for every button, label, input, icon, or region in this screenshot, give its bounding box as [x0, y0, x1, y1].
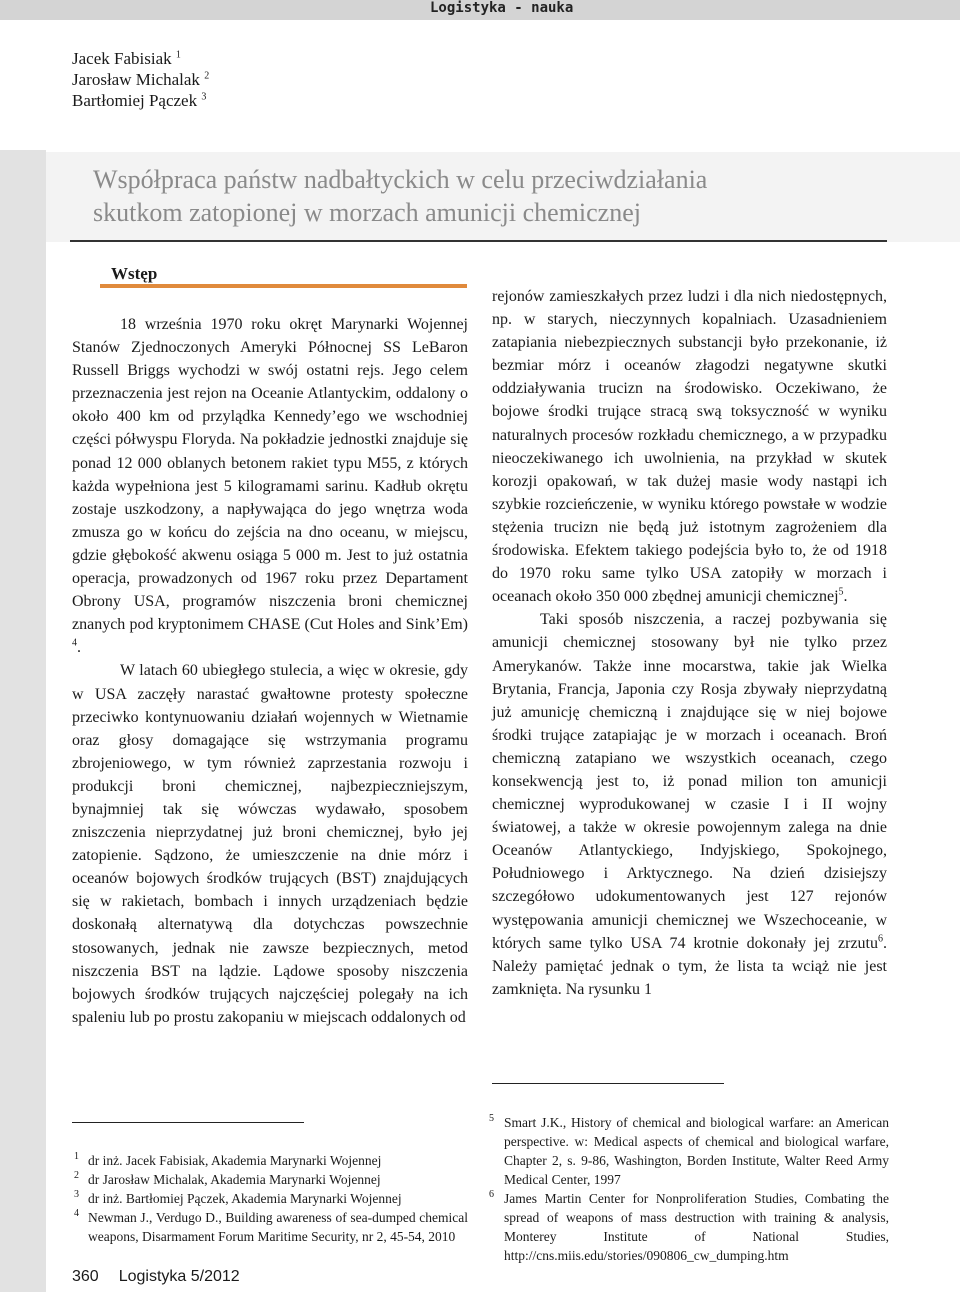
footnote: 5 Smart J.K., History of chemical and biological warfare: an American perspective. w: Medical aspects of chemical and biological warfare, Chapter 2, s. 9-86, Washington, Borden Institute, Walter Reed Army Medical Center, 1997 — [489, 1113, 889, 1187]
left-margin-stripe — [0, 150, 46, 1292]
right-column — [492, 285, 887, 1001]
footnotes-left — [72, 1151, 468, 1246]
body-paragraph: 18 września 1970 roku okręt Marynarki Wojennej Stanów Zjednoczonych Ameryki Północnej SS LeBaron Russell Briggs wychodzi w swój ostatni rejs. Jego celem przeznaczenia jest rejon na Oceanie Atlantyckim, oddalony o około 400 km od przylądka Kennedy’ego we wschodniej części półwyspu Floryda. Na pokładzie jednostki znajduje się ponad 12 000 oblanych betonem rakiet typu M55, z których każda wypełniona jest 5 kilogramami sarinu. Kadłub okrętu zostaje uszkodzony, a napływająca do jego wnętrza woda zmusza go w końcu do zejścia na dno oceanu, w miejscu, gdzie głębokość akwenu osiąga 5 000 m. Jest to już ostatnia operacja, prowadzonych od 1967 roku przez Departament Obrony USA, programów niszczenia broni chemicznej znanych pod kryptonimem CHASE (Cut Holes and Sink’Em) $^4$. — [72, 316, 468, 657]
journal-section-label: Logistyka - nauka — [430, 0, 574, 16]
running-header — [0, 0, 960, 20]
author-line: Bartłomiej Pączek $^3$ — [72, 91, 207, 110]
footnote: 1 dr inż. Jacek Fabisiak, Akademia Marynarki Wojennej — [74, 1151, 382, 1168]
body-paragraph: rejonów zamieszkałych przez ludzi i dla nich niedostępnych, np. w starych, nieczynnych kopalniach. Uzasadnieniem zatapiania niebezpiecznych substancji było przekonanie, iż bezmiar mórz i oceanów złagodzi negatywne skutki oddziaływania trucizn na środowisko. Oczekiwano, że bojowe środki trujące stracą swą toksyczność w wyniku naturalnych procesów rozkładu chemicznego, a w przypadku nieoczekiwanego ich uwolnienia, na przykład w skutek korozji opakowań, w tak dużej masie wody nastąpi ich szybkie rozcieńczenie, w wyniku którego powstałe w wodzie stężenia trucizn nie będą już istotnym zagrożeniem dla środowiska. Efektem takiego podejścia było to, że od 1918 do 1970 roku same tylko USA zatopiły w morzach i oceanach około 350 000 zbędnej amunicji chemicznej$^5$. — [492, 288, 887, 606]
footnote: 4 Newman J., Verdugo D., Building awareness of sea-dumped chemical weapons, Disarmament Forum Maritime Security, nr 2, 45-54, 2010 — [74, 1208, 468, 1244]
author-list — [72, 48, 209, 111]
section-heading-underline — [100, 284, 467, 288]
body-paragraph: W latach 60 ubiegłego stulecia, a więc w okresie, gdy w USA zaczęły narastać gwałtowne protesty społeczne przeciwko kontynuowaniu działań wojennych w Wietnamie oraz głosy domagające się wstrzymania programu zbrojeniowego, w tym również zaprzestania rozwoju i produkcji broni chemicznej, najbezpieczniejszym, bynajmniej tak się wówczas wydawało, sposobem zniszczenia nieprzydatnej już broni chemicznej, było jej zatopienie. Sądzono, że umieszczenie na dnie mórz i oceanów bojowych środków trujących (BST) znajdujących się w rakietach, bombach i innych urządzeniach będzie doskonałą alternatywą dla dotychczas powszechnie stosowanych, jednak nie zawsze bezpiecznych, metod niszczenia BST na lądzie. Lądowe sposoby niszczenia bojowych środków trujących najczęściej polegały na ich spaleniu lub po prostu zakopaniu w miejscach oddalonych od — [72, 662, 468, 1026]
footnote-separator — [492, 1083, 724, 1084]
author-line: Jarosław Michalak $^2$ — [72, 70, 210, 89]
footnote: 2 dr Jarosław Michalak, Akademia Marynarki Wojennej — [74, 1170, 381, 1187]
page-number: 360 — [72, 1268, 99, 1285]
footnote: 3 dr inż. Bartłomiej Pączek, Akademia Marynarki Wojennej — [74, 1189, 402, 1206]
author-line: Jacek Fabisiak $^1$ — [72, 49, 181, 68]
left-column — [72, 313, 468, 1029]
page-footer — [72, 1268, 240, 1286]
article-title: Współpraca państw nadbałtyckich w celu przeciwdziałania skutkom zatopionej w morzach amunicji chemicznej — [93, 165, 708, 227]
footnote: 6 James Martin Center for Nonproliferation Studies, Combating the spread of weapons of mass destruction with training & analysis, Monterey Institute of National Studies, http://cns.miis.edu/stories/090806_cw_dumping.htm — [489, 1189, 889, 1263]
section-heading: Wstęp — [111, 264, 158, 283]
title-divider — [70, 240, 887, 242]
body-paragraph: Taki sposób niszczenia, a raczej pozbywania się amunicji chemicznej stosowany był nie tylko przez Amerykanów. Także inne mocarstwa, takie jak Wielka Brytania, Francja, Japonia czy Rosja zbywały nieprzydatną już amunicję chemiczną i znajdujące się w niej bojowe środki trujące zatapiając je w morzach i oceanach. Broń chemiczną zatapiano we wszystkich oceanach, czego konsekwencją jest to, iż ponad milion ton amunicji chemicznej wyprodukowanej w czasie I i II wojny światowej, a także w okresie powojennym zalega na dnie Oceanów Atlantyckiego, Indyjskiego, Spokojnego, Południowego i Arktycznego. Na dzień dzisiejszy szczegółowo udokumentowanych jest 127 rejonów występowania amunicji chemicznej we Wszechoceanie, w których same tylko USA 74 krotnie dokonały jej zrzutu$^6$. Należy pamiętać jednak o tym, że lista ta wciąż nie jest zamknięta. Na rysunku 1 — [492, 611, 887, 998]
footnote-separator — [72, 1122, 304, 1123]
journal-issue: Logistyka 5/2012 — [118, 1268, 240, 1285]
footnotes-right — [487, 1113, 889, 1265]
